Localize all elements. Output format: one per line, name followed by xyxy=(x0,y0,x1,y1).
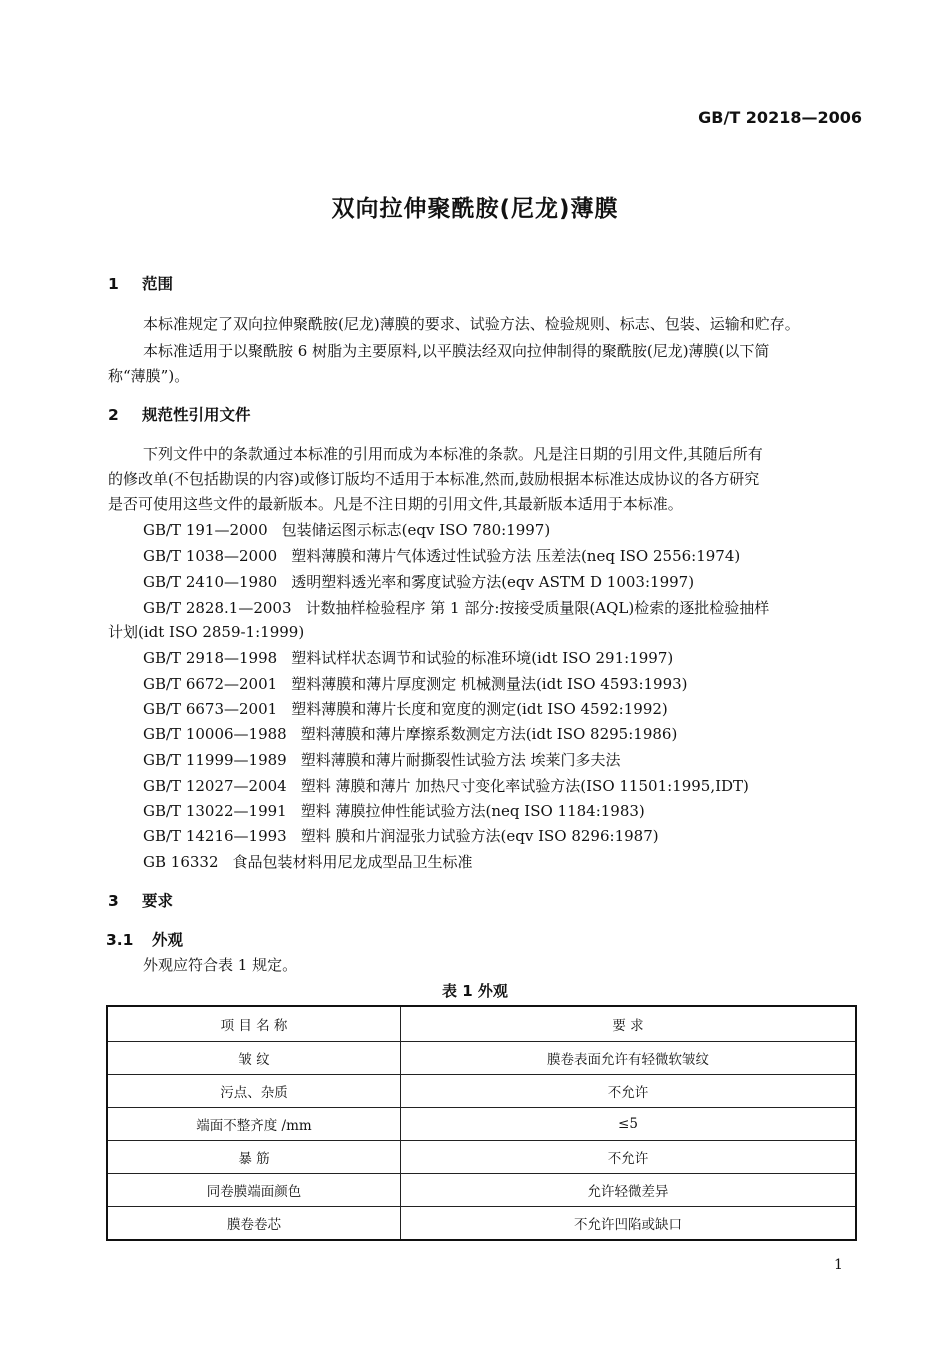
section-number: 3.1 xyxy=(106,931,134,949)
requirement-cell: 不允许 xyxy=(401,1075,857,1108)
reference-title: 塑料薄膜和薄片摩擦系数测定方法(idt ISO 8295:1986) xyxy=(300,725,678,743)
reference-title: 透明塑料透光率和雾度试验方法(eqv ASTM D 1003:1997) xyxy=(291,573,695,591)
reference-code: GB/T 6673—2001 xyxy=(143,700,278,718)
table-title: 表 1 外观 xyxy=(442,982,508,1000)
item-cell: 皱 纹 xyxy=(107,1042,401,1075)
paragraph-line: 外观应符合表 1 规定。 xyxy=(143,956,298,974)
item-cell: 同卷膜端面颜色 xyxy=(107,1174,401,1207)
reference-title: 计数抽样检验程序 第 1 部分:按接受质量限(AQL)检索的逐批检验抽样 xyxy=(305,599,770,617)
requirement-cell: 膜卷表面允许有轻微软皱纹 xyxy=(401,1042,857,1075)
paragraph-line: 称“薄膜”)。 xyxy=(108,367,190,385)
section-1-heading xyxy=(108,272,173,294)
paragraph-line: 本标准适用于以聚酰胺 6 树脂为主要原料,以平膜法经双向拉伸制得的聚酰胺(尼龙)薄膜(以下简 xyxy=(143,342,770,360)
reference-item xyxy=(143,545,740,566)
reference-title: 包装储运图示标志(eqv ISO 780:1997) xyxy=(281,521,551,539)
reference-item xyxy=(143,647,673,668)
section-title: 外观 xyxy=(152,931,184,949)
reference-item xyxy=(143,519,550,540)
paragraph-line: 是否可使用这些文件的最新版本。凡是不注日期的引用文件,其最新版本适用于本标准。 xyxy=(108,495,683,513)
table-row xyxy=(107,1075,856,1108)
reference-code: GB/T 2410—1980 xyxy=(143,573,278,591)
reference-code: GB/T 191—2000 xyxy=(143,521,268,539)
requirement-cell: 允许轻微差异 xyxy=(401,1174,857,1207)
reference-title: 塑料薄膜和薄片气体透过性试验方法 压差法(neq ISO 2556:1974) xyxy=(291,547,741,565)
reference-item xyxy=(143,571,694,592)
section-title: 规范性引用文件 xyxy=(142,406,251,424)
section-2-heading xyxy=(108,403,251,425)
table-row xyxy=(107,1141,856,1174)
reference-item xyxy=(143,775,749,796)
reference-title: 塑料 薄膜拉伸性能试验方法(neq ISO 1184:1983) xyxy=(300,802,645,820)
paragraph-line: 本标准规定了双向拉伸聚酰胺(尼龙)薄膜的要求、试验方法、检验规则、标志、包装、运输和贮存。 xyxy=(143,315,800,333)
item-cell: 端面不整齐度 /mm xyxy=(107,1108,401,1141)
section-title: 要求 xyxy=(142,892,174,910)
reference-item xyxy=(143,723,677,744)
reference-title: 食品包装材料用尼龙成型品卫生标准 xyxy=(232,853,473,871)
reference-item xyxy=(143,800,645,821)
column-header-item: 项 目 名 称 xyxy=(107,1006,401,1042)
reference-code: GB/T 12027—2004 xyxy=(143,777,287,795)
table-row xyxy=(107,1174,856,1207)
table-header-row xyxy=(107,1006,856,1042)
reference-title: 塑料薄膜和薄片耐撕裂性试验方法 埃莱门多夫法 xyxy=(300,751,621,769)
standard-code: GB/T 20218—2006 xyxy=(698,108,862,127)
section-number: 3 xyxy=(108,892,119,910)
reference-title: 计划(idt ISO 2859-1:1999) xyxy=(108,623,305,641)
requirement-cell: 不允许凹陷或缺口 xyxy=(401,1207,857,1241)
reference-code: GB/T 2828.1—2003 xyxy=(143,599,292,617)
reference-code: GB 16332 xyxy=(143,853,219,871)
reference-code: GB/T 14216—1993 xyxy=(143,827,287,845)
section-number: 1 xyxy=(108,275,119,293)
reference-code: GB/T 10006—1988 xyxy=(143,725,287,743)
section-3-1-heading xyxy=(106,928,183,950)
table-row xyxy=(107,1207,856,1241)
item-cell: 暴 筋 xyxy=(107,1141,401,1174)
reference-title: 塑料 膜和片润湿张力试验方法(eqv ISO 8296:1987) xyxy=(300,827,659,845)
reference-item xyxy=(143,825,659,846)
section-title: 范围 xyxy=(142,275,174,293)
reference-continuation xyxy=(108,621,304,642)
reference-title: 塑料 薄膜和薄片 加热尺寸变化率试验方法(ISO 11501:1995,IDT) xyxy=(300,777,749,795)
appearance-table xyxy=(106,1005,857,1241)
table-row xyxy=(107,1108,856,1141)
document-title: 双向拉伸聚酰胺(尼龙)薄膜 xyxy=(331,196,619,222)
section-3-heading xyxy=(108,889,173,911)
reference-item xyxy=(143,749,621,770)
section-number: 2 xyxy=(108,406,119,424)
reference-code: GB/T 1038—2000 xyxy=(143,547,278,565)
item-cell: 污点、杂质 xyxy=(107,1075,401,1108)
table-row xyxy=(107,1042,856,1075)
paragraph-line: 下列文件中的条款通过本标准的引用而成为本标准的条款。凡是注日期的引用文件,其随后所有 xyxy=(143,445,763,463)
reference-code: GB/T 11999—1989 xyxy=(143,751,287,769)
requirement-cell: ≤5 xyxy=(401,1108,857,1141)
reference-code: GB/T 2918—1998 xyxy=(143,649,278,667)
requirement-cell: 不允许 xyxy=(401,1141,857,1174)
item-cell: 膜卷卷芯 xyxy=(107,1207,401,1241)
reference-title: 塑料薄膜和薄片厚度测定 机械测量法(idt ISO 4593:1993) xyxy=(291,675,688,693)
reference-item xyxy=(143,597,769,618)
reference-code: GB/T 13022—1991 xyxy=(143,802,287,820)
reference-code: GB/T 6672—2001 xyxy=(143,675,278,693)
paragraph-line: 的修改单(不包括勘误的内容)或修订版均不适用于本标准,然而,鼓励根据本标准达成协议的各方研究 xyxy=(108,470,760,488)
column-header-requirement: 要 求 xyxy=(401,1006,857,1042)
reference-item xyxy=(143,698,668,719)
reference-title: 塑料试样状态调节和试验的标准环境(idt ISO 291:1997) xyxy=(291,649,674,667)
reference-item xyxy=(143,673,688,694)
reference-title: 塑料薄膜和薄片长度和宽度的测定(idt ISO 4592:1992) xyxy=(291,700,668,718)
page-number: 1 xyxy=(834,1257,843,1273)
reference-item xyxy=(143,851,473,872)
